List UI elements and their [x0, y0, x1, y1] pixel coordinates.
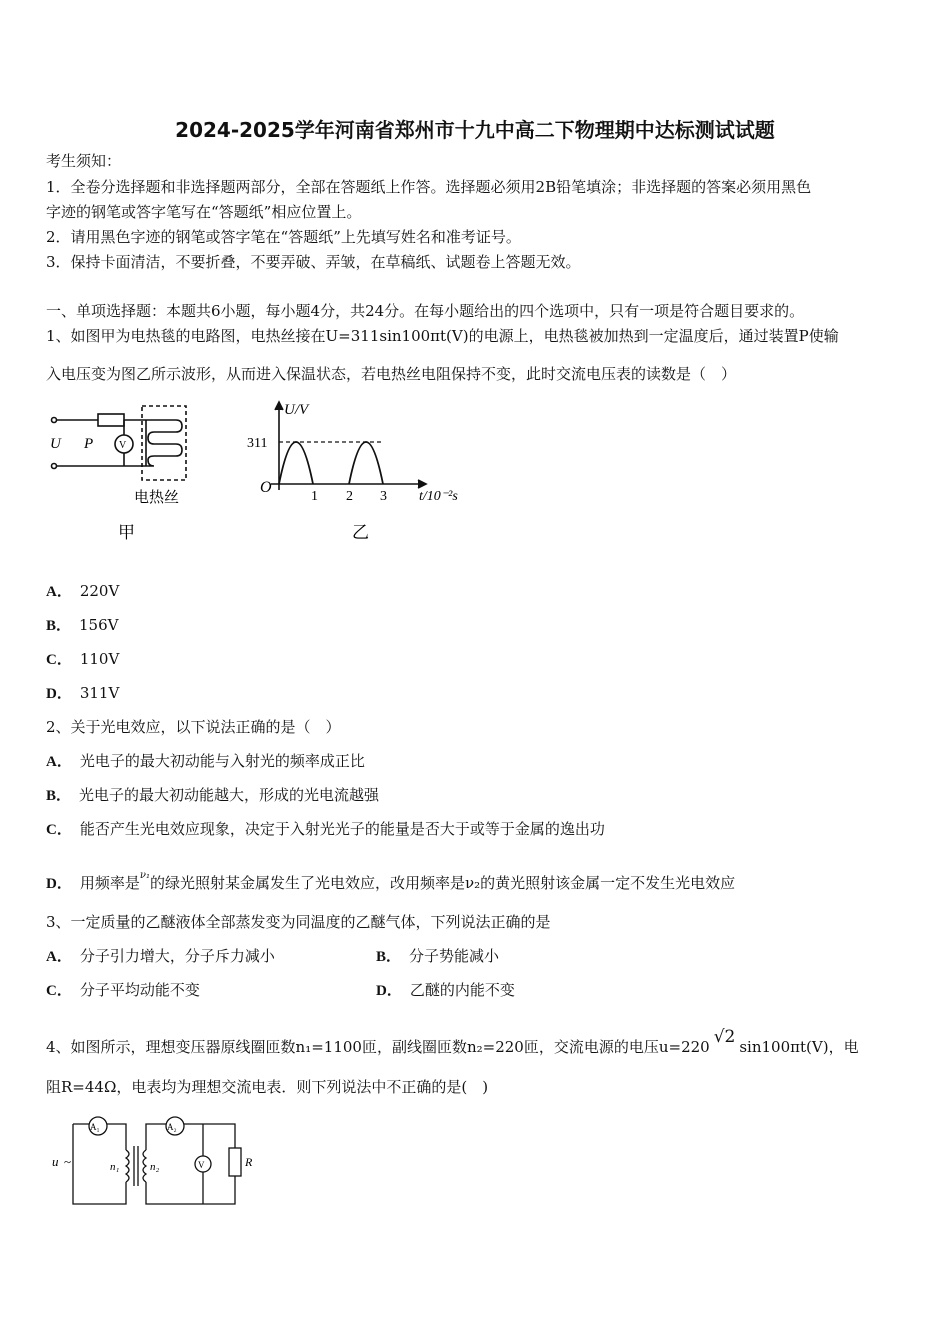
figure-yi-label: 乙 — [352, 523, 369, 542]
label-u: U — [50, 436, 61, 452]
tick-1: 1 — [311, 489, 318, 504]
tick-2: 2 — [346, 489, 353, 504]
axis-y-label: U/V — [284, 402, 309, 418]
q2-option-d[interactable]: D． 用频率是$^{\nu_1}$的绿光照射某金属发生了光电效应，改用频率是ν₂的黄光照射该金属一定不发生光电效应 — [46, 870, 736, 892]
peak-value-label: 311 — [247, 436, 268, 451]
notice-item-3: 3．保持卡面清洁，不要折叠，不要弄破、弄皱，在草稿纸、试题卷上答题无效。 — [46, 253, 581, 271]
q1-option-d[interactable]: D． 311V — [46, 684, 120, 702]
ammeter-a1-label: A₁ — [90, 1122, 100, 1132]
axis-x-label: t/10⁻²s — [419, 489, 458, 504]
q4-figure — [46, 1112, 266, 1212]
section-heading: 一、单项选择题：本题共6小题，每小题4分，共24分。在每小题给出的四个选项中，只有一项是符合题目要求的。 — [46, 302, 805, 320]
q3-stem: 3、一定质量的乙醚液体全部蒸发变为同温度的乙醚气体，下列说法正确的是 — [46, 913, 551, 931]
q1-option-a[interactable]: A． 220V — [46, 582, 120, 600]
label-p: P — [84, 436, 94, 452]
q3-option-b[interactable]: B． 分子势能减小 — [376, 947, 500, 965]
ac-source-symbol: ~ — [64, 1154, 72, 1169]
q1-option-c[interactable]: C． 110V — [46, 650, 120, 668]
q4-stem-line-2: 阻R=44Ω，电表均为理想交流电表．则下列说法中不正确的是( ) — [46, 1078, 489, 1096]
ammeter-a2-label: A₂ — [167, 1122, 177, 1132]
voltmeter-label: V — [198, 1160, 205, 1170]
notice-item-2: 2．请用黑色字迹的钢笔或答字笔在“答题纸”上先填写姓名和准考证号。 — [46, 228, 521, 246]
heating-wire-label: 电热丝 — [134, 490, 180, 506]
tick-3: 3 — [380, 489, 387, 504]
q3-option-a[interactable]: A． 分子引力增大，分子斥力减小 — [46, 947, 275, 965]
q1-stem-line-1: 1、如图甲为电热毯的电路图，电热丝接在U=311sin100πt(V)的电源上，电热毯被加热到一定温度后，通过装置P使输 — [46, 327, 839, 345]
q2-option-a[interactable]: A． 光电子的最大初动能与入射光的频率成正比 — [46, 752, 365, 770]
resistor-r-label: R — [245, 1155, 253, 1169]
q3-option-c[interactable]: C． 分子平均动能不变 — [46, 981, 200, 999]
voltmeter-v-label: V — [119, 440, 127, 451]
coil-n2-label: n₂ — [150, 1161, 160, 1173]
page-title: 2024-2025学年河南省郑州市十九中高二下物理期中达标测试试题 — [175, 118, 775, 142]
q1-option-b[interactable]: B． 156V — [46, 616, 119, 634]
notice-heading: 考生须知： — [46, 152, 122, 170]
q4-stem-line-1: 4、如图所示，理想变压器原线圈匝数n₁=1100匝，副线圈匝数n₂=220匝，交流电源的电压u=220 √2 sin100πt(V)，电 — [46, 1027, 859, 1056]
q1-figure — [46, 394, 476, 546]
nu1-symbol: ν₁ — [139, 870, 150, 881]
q2-option-c[interactable]: C． 能否产生光电效应现象，决定于入射光光子的能量是否大于或等于金属的逸出功 — [46, 820, 605, 838]
coil-n1-label: n₁ — [110, 1161, 120, 1173]
notice-item-1: 1．全卷分选择题和非选择题两部分，全部在答题纸上作答。选择题必须用2B铅笔填涂；非选择题的答案必须用黑色 — [46, 178, 812, 196]
notice-item-1-cont: 字迹的钢笔或答字笔写在“答题纸”相应位置上。 — [46, 203, 362, 221]
q2-option-b[interactable]: B． 光电子的最大初动能越大，形成的光电流越强 — [46, 786, 380, 804]
q3-option-d[interactable]: D． 乙醚的内能不变 — [376, 981, 515, 999]
source-u-label: u — [52, 1154, 59, 1169]
sqrt2: √2 — [713, 1027, 736, 1047]
origin-label: O — [260, 479, 272, 496]
q1-stem-line-2: 入电压变为图乙所示波形，从而进入保温状态，若电热丝电阻保持不变，此时交流电压表的读数是（ ） — [46, 365, 737, 383]
q2-stem: 2、关于光电效应，以下说法正确的是（ ） — [46, 718, 341, 736]
figure-jia-label: 甲 — [118, 523, 135, 542]
